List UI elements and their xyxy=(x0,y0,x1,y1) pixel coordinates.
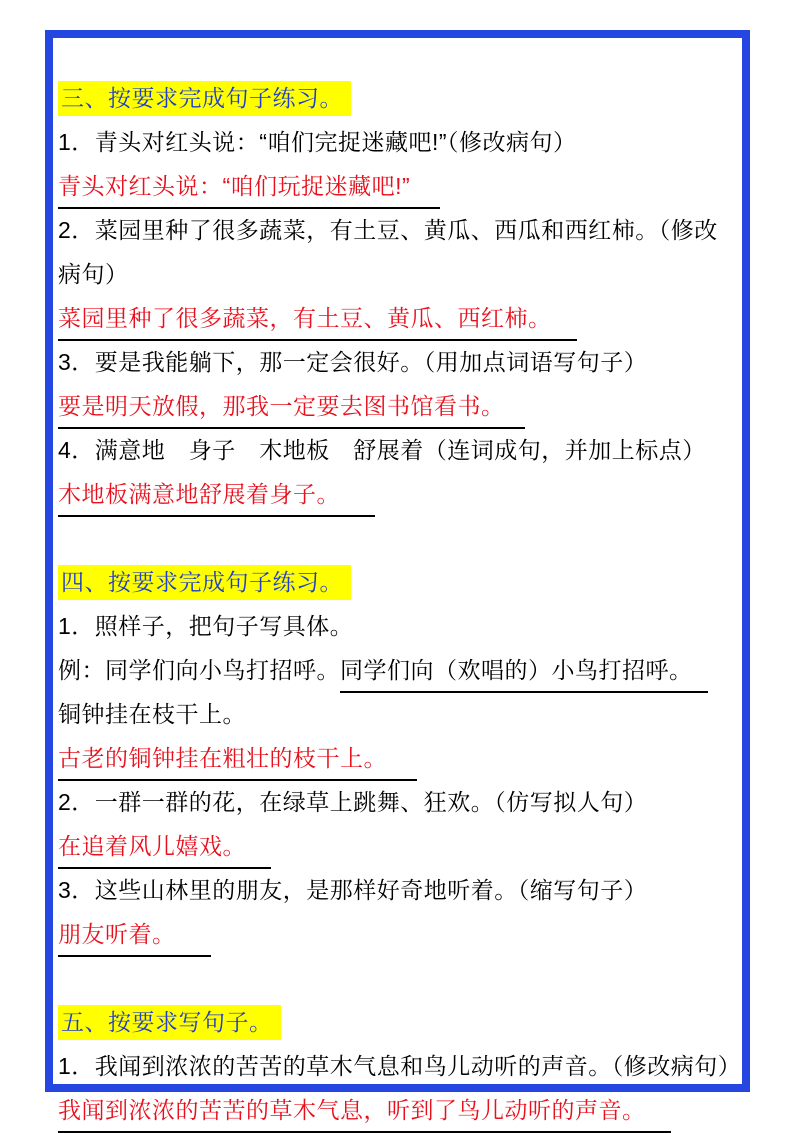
answer-text: 菜园里种了很多蔬菜，有土豆、黄瓜、西红柿。 xyxy=(58,300,577,341)
section-heading: 三、按要求完成句子练习。 xyxy=(58,81,351,116)
text-line xyxy=(58,736,736,780)
answer-text: 在追着风儿嬉戏。 xyxy=(58,828,271,869)
text-line xyxy=(58,780,736,824)
answer-text: 古老的铜钟挂在粗壮的枝干上。 xyxy=(58,740,417,781)
text-line xyxy=(58,692,736,736)
text-line xyxy=(58,340,736,384)
section-heading: 五、按要求写句子。 xyxy=(58,1005,281,1040)
text-line xyxy=(58,868,736,912)
text-line xyxy=(58,604,736,648)
text-line xyxy=(58,648,736,692)
question-text: 2．一群一群的花，在绿草上跳舞、狂欢。（仿写拟人句） xyxy=(58,789,648,815)
answer-text: 木地板满意地舒展着身子。 xyxy=(58,476,375,517)
exercise-section xyxy=(58,1000,742,1132)
question-text: 1．照样子，把句子写具体。 xyxy=(58,613,354,639)
text-line xyxy=(58,472,736,516)
section-heading-line xyxy=(58,560,736,604)
question-text: 铜钟挂在枝干上。 xyxy=(58,701,246,727)
section-heading: 四、按要求完成句子练习。 xyxy=(58,565,351,600)
text-line xyxy=(58,1044,742,1088)
question-text: 3．这些山林里的朋友，是那样好奇地听着。（缩写句子） xyxy=(58,877,648,903)
question-text: 例：同学们向小鸟打招呼。 xyxy=(58,657,340,683)
question-text: 1．青头对红头说：“咱们完捉迷藏吧!”（修改病句） xyxy=(58,129,577,155)
example-answer-text: 同学们向（欢唱的）小鸟打招呼。 xyxy=(340,652,708,693)
answer-text: 要是明天放假，那我一定要去图书馆看书。 xyxy=(58,388,525,429)
section-heading-line xyxy=(58,1000,736,1044)
text-line xyxy=(58,912,736,956)
answer-text: 我闻到浓浓的苦苦的草木气息，听到了鸟儿动听的声音。 xyxy=(58,1092,671,1133)
text-line xyxy=(58,1088,736,1132)
worksheet-content xyxy=(58,76,742,1132)
question-text: 3．要是我能躺下，那一定会很好。（用加点词语写句子） xyxy=(58,349,648,375)
exercise-section xyxy=(58,76,736,516)
exercise-section xyxy=(58,560,736,956)
answer-text: 青头对红头说：“咱们玩捉迷藏吧!” xyxy=(58,168,440,209)
text-line xyxy=(58,824,736,868)
question-text: 4．满意地 身子 木地板 舒展着（连词成句，并加上标点） xyxy=(58,437,706,463)
text-line xyxy=(58,384,736,428)
text-line xyxy=(58,296,736,340)
worksheet-page xyxy=(45,30,750,1123)
text-line xyxy=(58,208,736,252)
text-line xyxy=(58,252,736,296)
section-heading-line xyxy=(58,76,736,120)
text-line xyxy=(58,120,736,164)
text-line xyxy=(58,164,736,208)
question-text: 2．菜园里种了很多蔬菜，有土豆、黄瓜、西瓜和西红柿。（修改 xyxy=(58,217,718,243)
question-text: 1．我闻到浓浓的苦苦的草木气息和鸟儿动听的声音。（修改病句） xyxy=(58,1053,742,1079)
question-text: 病句） xyxy=(58,261,129,287)
text-line xyxy=(58,428,736,472)
answer-text: 朋友听着。 xyxy=(58,916,211,957)
